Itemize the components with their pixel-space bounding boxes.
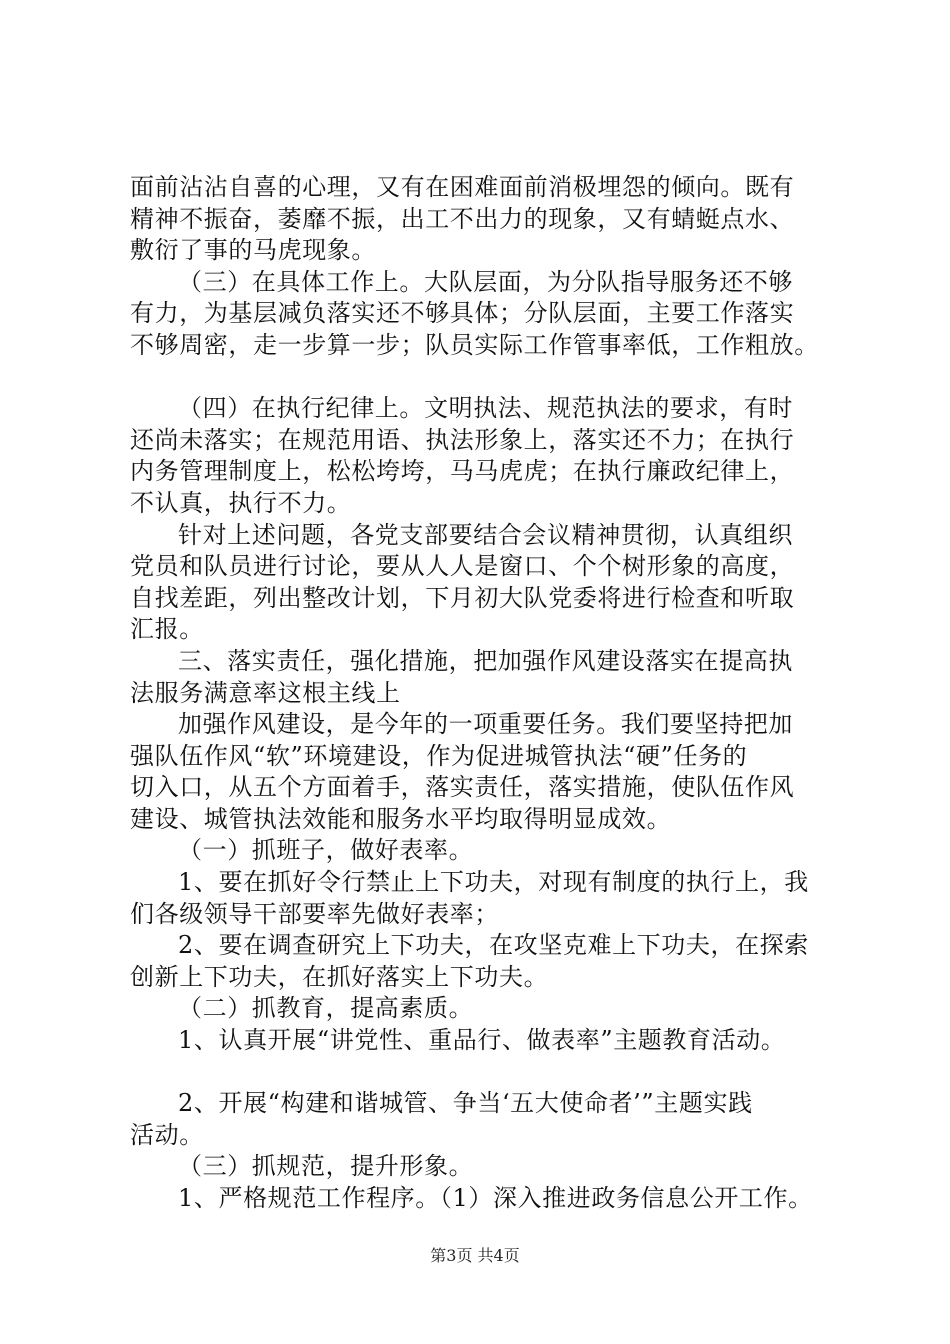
blank-line (130, 1057, 850, 1089)
text-line: 内务管理制度上，松松垮垮，马马虎虎；在执行廉政纪律上， (130, 457, 795, 486)
text-line: 加强作风建设，是今年的一项重要任务。我们要坚持把加 (178, 710, 793, 739)
text-line: 自找差距，列出整改计划，下月初大队党委将进行检查和听取 (130, 583, 795, 612)
text-line: （三）抓规范，提升形象。 (178, 1152, 474, 1181)
text-line: （二）抓教育，提高素质。 (178, 994, 474, 1023)
text-line: 1、认真开展“讲党性、重品行、做表率”主题教育活动。 (178, 1026, 786, 1055)
text-line: 不够周密，走一步算一步；队员实际工作管事率低，工作粗放。 (130, 330, 819, 359)
text-line: 有力，为基层减负落实还不够具体；分队层面，主要工作落实 (130, 299, 795, 328)
text-line: 2、要在调查研究上下功夫，在攻坚克难上下功夫，在探索 (178, 931, 809, 960)
text-line: 汇报。 (130, 615, 204, 644)
text-line: 敷衍了事的马虎现象。 (130, 236, 376, 265)
page-footer: 第3页 共4页 (430, 1246, 520, 1265)
text-line: （三）在具体工作上。大队层面，为分队指导服务还不够 (178, 267, 793, 296)
text-line: 强队伍作风“软”环境建设，作为促进城管执法“硬”任务的 (130, 741, 748, 770)
text-line: 三、落实责任，强化措施，把加强作风建设落实在提高执 (178, 646, 793, 675)
text-line: 针对上述问题，各党支部要结合会议精神贯彻，认真组织 (178, 520, 793, 549)
text-line: （一）抓班子，做好表率。 (178, 836, 474, 865)
text-line: 还尚未落实；在规范用语、执法形象上，落实还不力；在执行 (130, 425, 795, 454)
text-line: 建设、城管执法效能和服务水平均取得明显成效。 (130, 804, 672, 833)
blank-line (130, 362, 850, 394)
text-line: 不认真，执行不力。 (130, 488, 352, 517)
text-line: 们各级领导干部要率先做好表率； (130, 899, 499, 928)
document-body (130, 172, 850, 1215)
text-line: 1、要在抓好令行禁止上下功夫，对现有制度的执行上，我 (178, 868, 809, 897)
text-line: 切入口，从五个方面着手，落实责任，落实措施，使队伍作风 (130, 773, 795, 802)
text-line: 创新上下功夫，在抓好落实上下功夫。 (130, 962, 549, 991)
text-line: （四）在执行纪律上。文明执法、规范执法的要求，有时 (178, 394, 793, 423)
text-line: 面前沾沾自喜的心理，又有在困难面前消极埋怨的倾向。既有 (130, 173, 795, 201)
text-line: 精神不振奋，萎靡不振，出工不出力的现象，又有蜻蜓点水、 (130, 204, 795, 233)
text-line: 2、开展“构建和谐城管、争当‘五大使命者’”主题实践 (178, 1089, 753, 1118)
text-line: 党员和队员进行讨论，要从人人是窗口、个个树形象的高度， (130, 552, 795, 581)
text-line: 活动。 (130, 1120, 204, 1149)
text-line: 法服务满意率这根主线上 (130, 678, 401, 707)
text-line: 1、严格规范工作程序。（1）深入推进政务信息公开工作。 (178, 1184, 813, 1212)
